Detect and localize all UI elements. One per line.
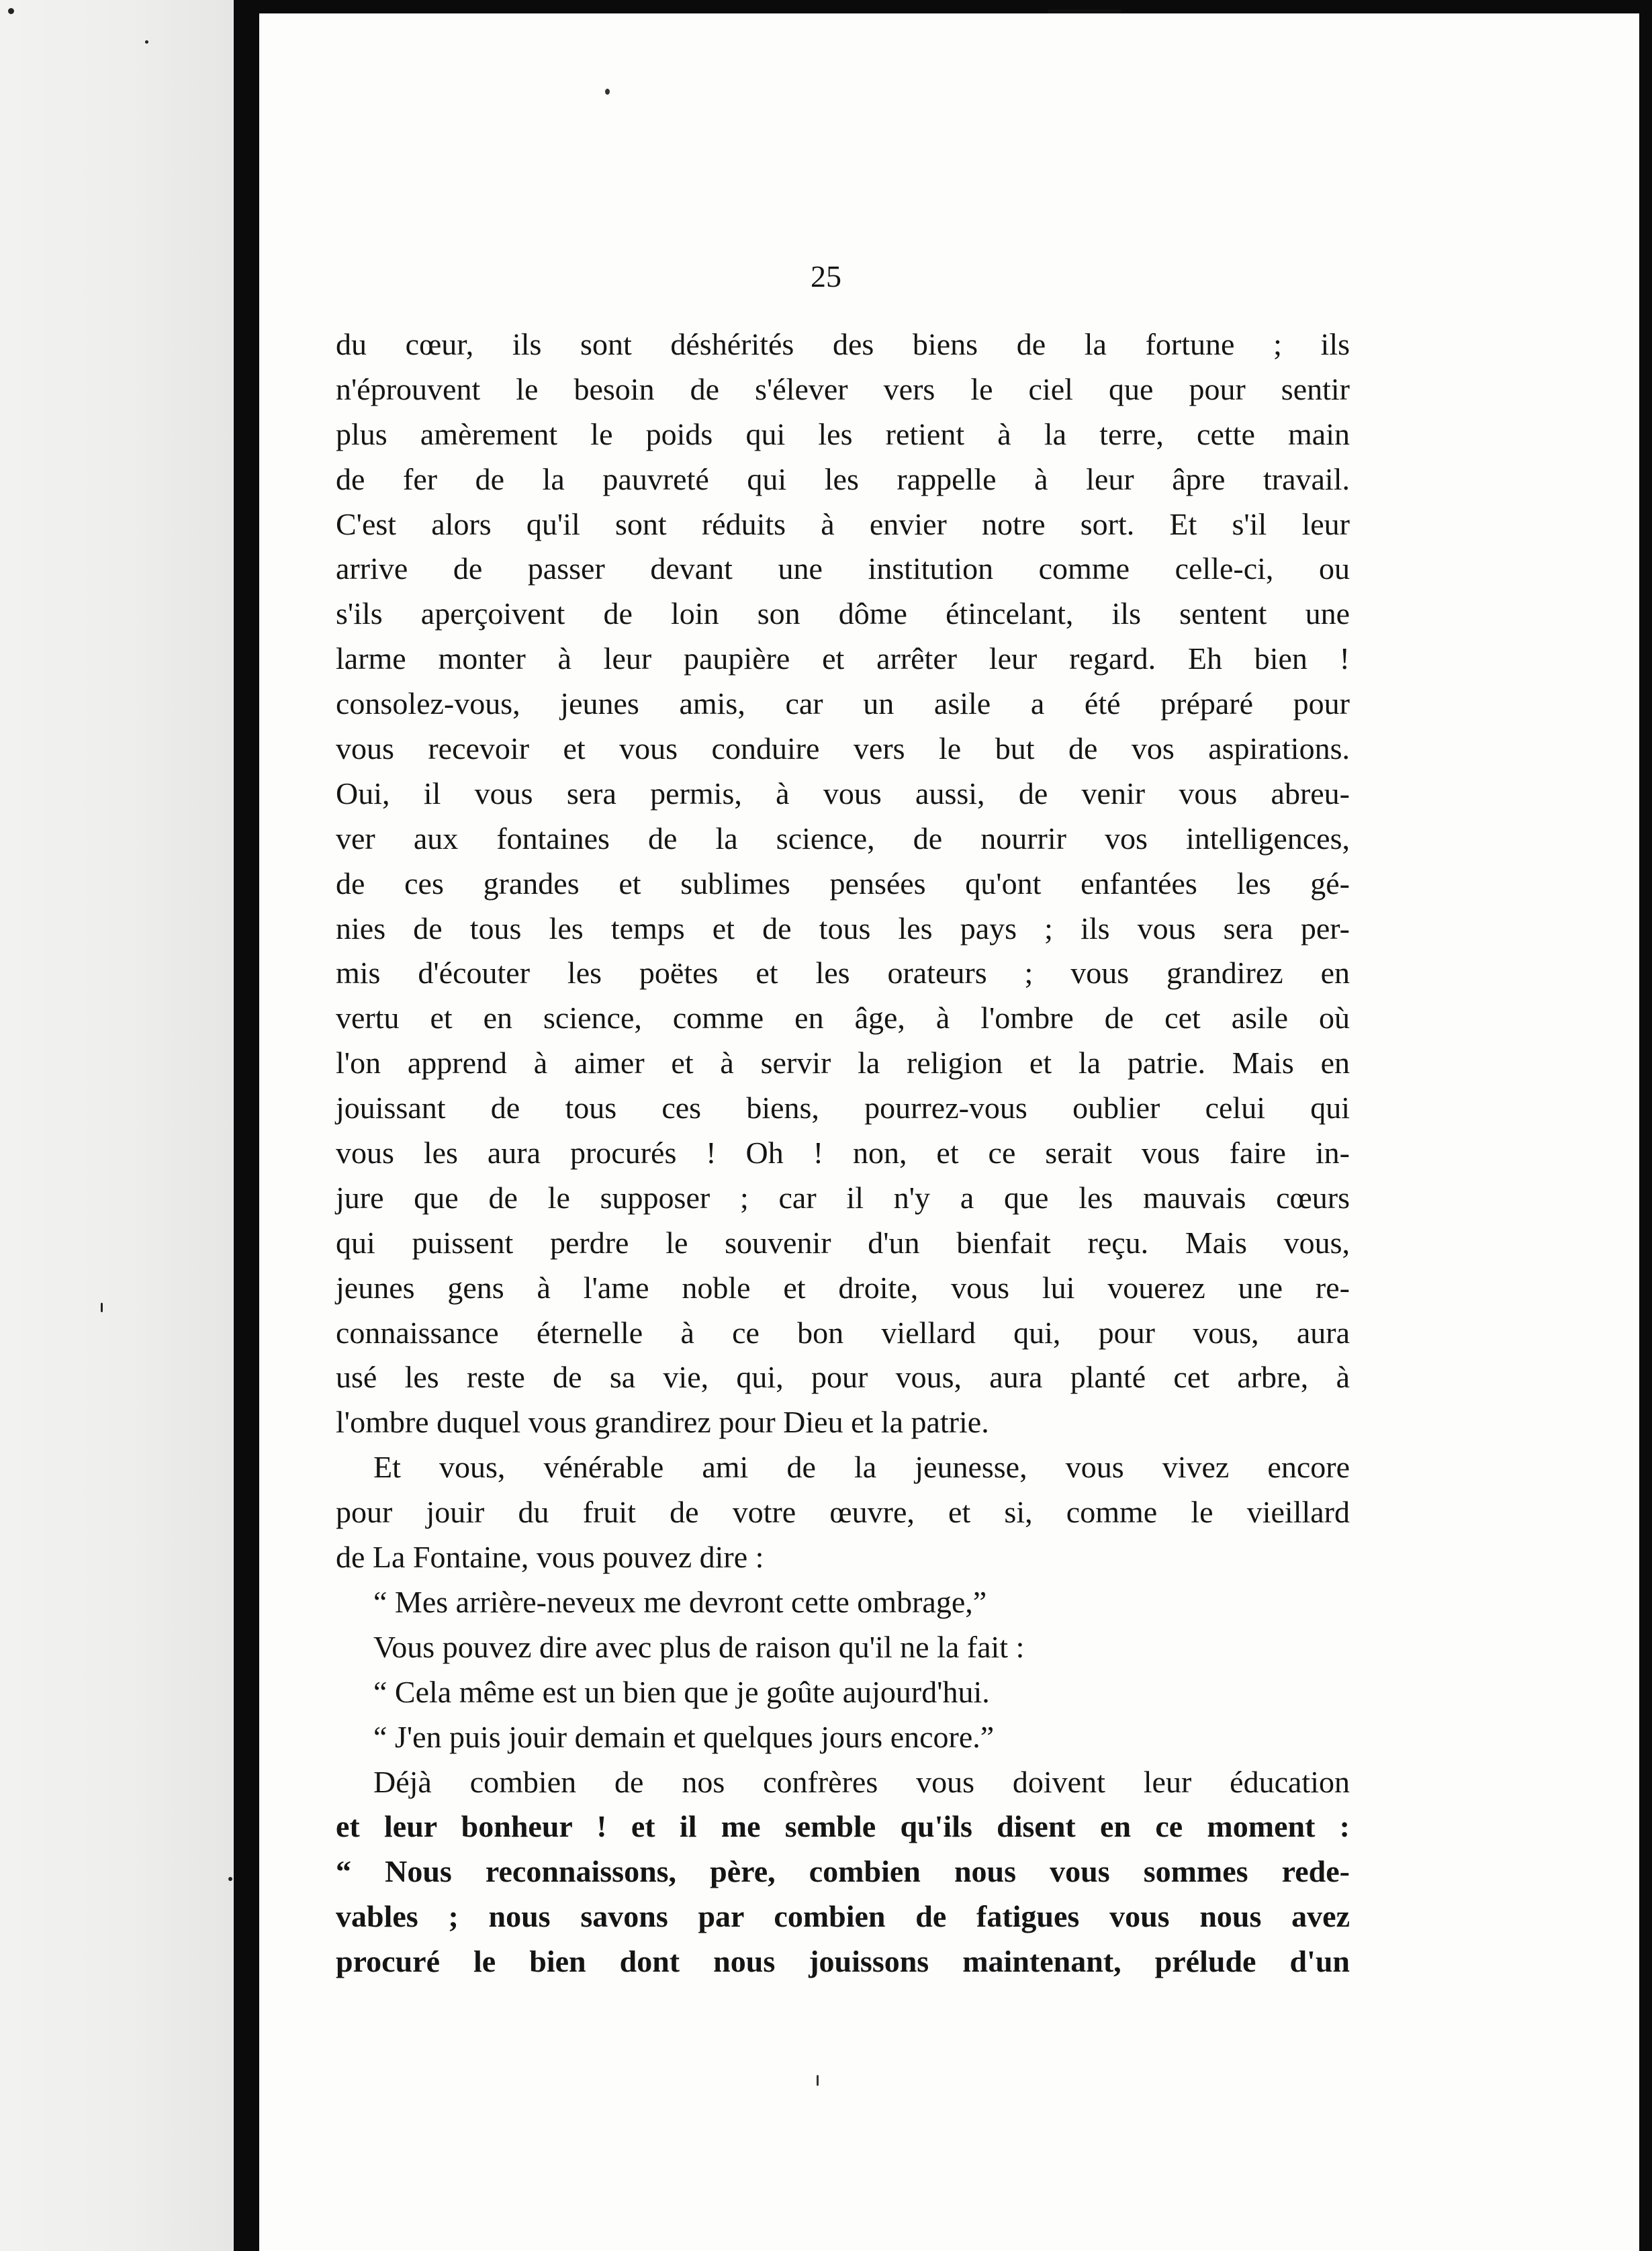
text-line: jure que de le supposer ; car il n'y a que les mauvais cœurs	[336, 1180, 1350, 1215]
text-line: nies de tous les temps et de tous les pays ; ils vous sera per-	[336, 911, 1350, 946]
text-line: consolez-vous, jeunes amis, car un asile a été préparé pour	[336, 686, 1350, 721]
text-line: vous recevoir et vous conduire vers le but de vos aspirations.	[336, 731, 1350, 766]
ink-speck	[101, 1303, 103, 1312]
text-line: mis d'écouter les poëtes et les orateurs ; vous grandirez en	[336, 956, 1350, 991]
text-line: pour jouir du fruit de votre œuvre, et si, comme le vieillard	[336, 1495, 1350, 1530]
text-line: Oui, il vous sera permis, à vous aussi, de venir vous abreu-	[336, 776, 1350, 811]
text-line: et leur bonheur ! et il me semble qu'ils disent en ce moment :	[336, 1809, 1350, 1844]
text-line: Déjà combien de nos confrères vous doivent leur éducation	[373, 1764, 1350, 1799]
text-line: de ces grandes et sublimes pensées qu'ont enfantées les gé-	[336, 866, 1350, 901]
previous-page-margin	[0, 0, 234, 2251]
text-line: ver aux fontaines de la science, de nourrir vos intelligences,	[336, 821, 1350, 856]
text-line: vous les aura procurés ! Oh ! non, et ce serait vous faire in-	[336, 1136, 1350, 1170]
body-text	[336, 322, 1350, 1984]
text-line: s'ils aperçoivent de loin son dôme étincelant, ils sentent une	[336, 596, 1350, 631]
text-line: vables ; nous savons par combien de fatigues vous nous avez	[336, 1899, 1350, 1934]
text-line: du cœur, ils sont déshérités des biens de la fortune ; ils	[336, 327, 1350, 361]
text-line: C'est alors qu'il sont réduits à envier notre sort. Et s'il leur	[336, 506, 1350, 541]
text-line: jouissant de tous ces biens, pourrez-vous oublier celui qui	[336, 1091, 1350, 1126]
text-line: vertu et en science, comme en âge, à l'ombre de cet asile où	[336, 1001, 1350, 1036]
text-line: n'éprouvent le besoin de s'élever vers le ciel que pour sentir	[336, 371, 1350, 406]
text-line: de fer de la pauvreté qui les rappelle à leur âpre travail.	[336, 461, 1350, 496]
verse-line: “ J'en puis jouir demain et quelques jours encore.”	[373, 1719, 995, 1754]
text-line: arrive de passer devant une institution comme celle-ci, ou	[336, 551, 1350, 586]
text-line: qui puissent perdre le souvenir d'un bienfait reçu. Mais vous,	[336, 1225, 1350, 1260]
scan-top-border	[234, 0, 1652, 13]
ink-speck	[8, 8, 14, 14]
page-gutter	[234, 0, 259, 2251]
verse-line: “ Mes arrière-neveux me devront cette ombrage,”	[373, 1584, 987, 1619]
ink-speck	[605, 89, 610, 95]
text-line: jeunes gens à l'ame noble et droite, vous lui vouerez une re-	[336, 1270, 1350, 1305]
text-line: “ Nous reconnaissons, père, combien nous vous sommes rede-	[336, 1854, 1350, 1889]
text-line: Et vous, vénérable ami de la jeunesse, vous vivez encore	[373, 1450, 1350, 1485]
text-line: larme monter à leur paupière et arrêter leur regard. Eh bien !	[336, 641, 1350, 676]
text-line: plus amèrement le poids qui les retient à la terre, cette main	[336, 416, 1350, 451]
ink-speck	[228, 1877, 232, 1881]
text-line: l'ombre duquel vous grandirez pour Dieu et la patrie.	[336, 1405, 989, 1440]
scan-right-border	[1639, 0, 1652, 2251]
text-line: connaissance éternelle à ce bon viellard qui, pour vous, aura	[336, 1315, 1350, 1350]
text-line: procuré le bien dont nous jouissons maintenant, prélude d'un	[336, 1944, 1350, 1979]
text-line: l'on apprend à aimer et à servir la religion et la patrie. Mais en	[336, 1046, 1350, 1081]
text-line: de La Fontaine, vous pouvez dire :	[336, 1540, 764, 1575]
ink-speck	[145, 40, 148, 44]
text-line: Vous pouvez dire avec plus de raison qu'il ne la fait :	[373, 1629, 1025, 1664]
ink-speck	[817, 2075, 819, 2086]
page-number: 25	[811, 259, 841, 293]
verse-line: “ Cela même est un bien que je goûte aujourd'hui.	[373, 1674, 990, 1709]
text-line: usé les reste de sa vie, qui, pour vous, aura planté cet arbre, à	[336, 1360, 1350, 1395]
